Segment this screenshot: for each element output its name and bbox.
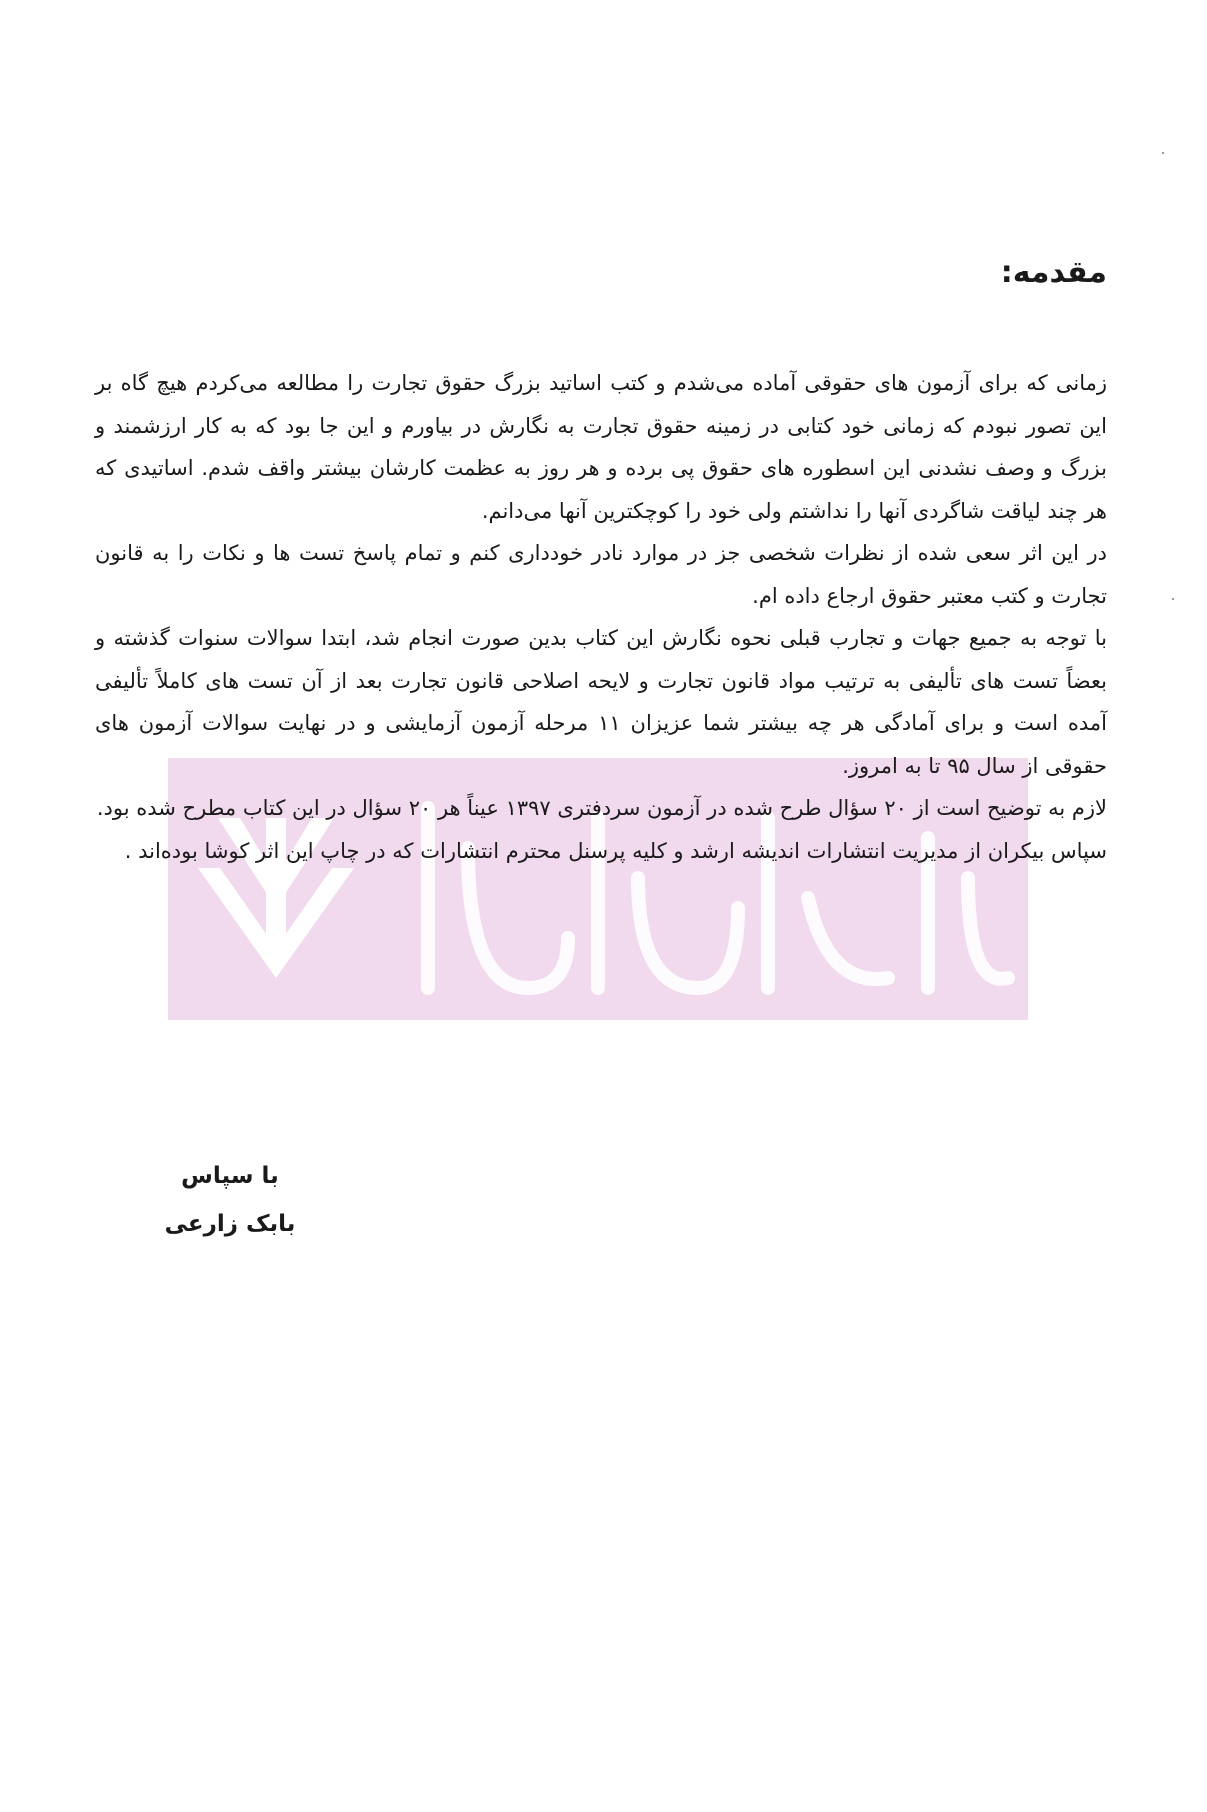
paragraph-5: سپاس بیکران از مدیریت انتشارات اندیشه ارشد و کلیه پرسنل محترم انتشارات که در چاپ این اثر کوشا بوده‌اند .	[124, 838, 1107, 863]
scan-speck	[1172, 598, 1174, 600]
preface-body	[95, 362, 1107, 872]
paragraph-4: لازم به توضیح است از ۲۰ سؤال طرح شده در آزمون سردفتری ۱۳۹۷ عیناً هر ۲۰ سؤال در این کتاب مطرح شده بود.	[96, 796, 1107, 820]
signoff-author: بابک زارعی	[164, 1211, 296, 1237]
paragraph-3: با توجه به جمیع جهات و تجارب قبلی نحوه نگارش این کتاب بدین صورت انجام شد، ابتدا سوالات سنوات گذشته و بعضاً تست های تألیفی به ترتیب مواد قانون تجارت و لایحه اصلاحی قانون تجارت بعد از آن تست های کاملاً تألیفی آمده است و برای آمادگی هر چه بیشتر شما عزیزان ۱۱ مرحله آزمون آزمایشی و در نهایت سوالات آزمون های حقوقی از سال ۹۵ تا به امروز.	[95, 626, 1107, 778]
paragraph-2: در این اثر سعی شده از نظرات شخصی جز در موارد نادر خودداری کنم و تمام پاسخ تست ها و نکات را به قانون تجارت و کتب معتبر حقوق ارجاع داده ام.	[95, 541, 1107, 608]
signoff-thanks: با سپاس	[181, 1163, 279, 1189]
paragraph-1: زمانی که برای آزمون های حقوقی آماده می‌شدم و کتب اساتید بزرگ حقوق تجارت را مطالعه می‌کردم هیچ گاه بر این تصور نبودم که زمانی خود کتابی در زمینه حقوق تجارت به نگارش در بیاورم و این جا بود که به کار ارزشمند و بزرگ و وصف نشدنی این اسطوره های حقوق پی برده و هر روز به عظمت کارشان بیشتر واقف شدم. اساتیدی که هر چند لیاقت شاگردی آنها را نداشتم ولی خود را کوچکترین آنها می‌دانم.	[95, 371, 1107, 523]
scan-speck	[1162, 152, 1164, 154]
watermark-text: ادیبازار	[688, 910, 718, 921]
page-heading: مقدمه:	[1000, 255, 1107, 290]
signoff-block	[130, 1152, 330, 1248]
